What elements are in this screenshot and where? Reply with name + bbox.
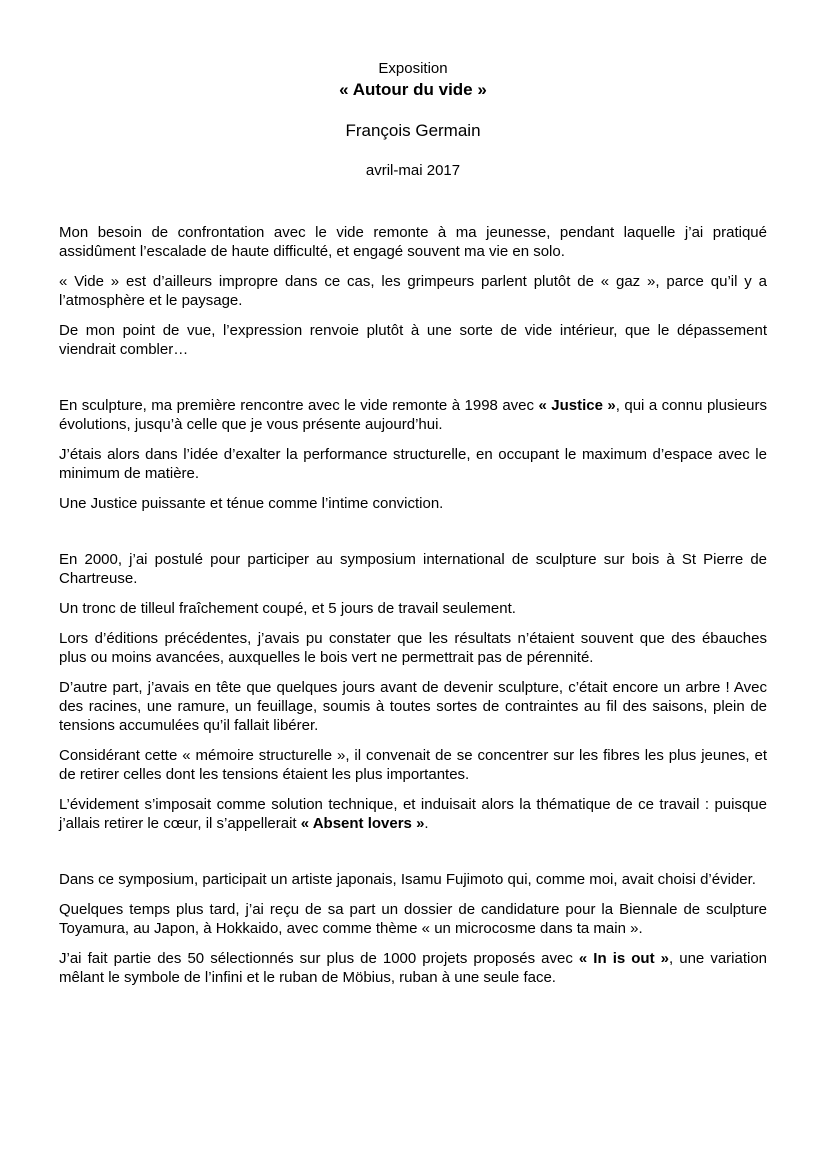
paragraph: Dans ce symposium, participait un artiste japonais, Isamu Fujimoto qui, comme moi, avait choisi d’évider.	[59, 871, 756, 888]
paragraph: « Vide » est d’ailleurs impropre dans ce cas, les grimpeurs parlent plutôt de « gaz », parce qu’il y a l’atmosphère et le paysage.	[59, 273, 767, 309]
paragraph: L’évidement s’imposait comme solution technique, et induisait alors la thématique de ce travail : puisque j’allais retirer le cœur, il s’appellerait « Absent lovers ».	[59, 796, 767, 832]
paragraph: D’autre part, j’avais en tête que quelques jours avant de devenir sculpture, c’était encore un arbre ! Avec des racines, une ramure, un feuillage, soumis à toutes sortes de contraintes au fil des saisons, plein de tensions accumulées qu’il fallait libérer.	[59, 679, 767, 734]
paragraph: En 2000, j’ai postulé pour participer au symposium international de sculpture sur bois à St Pierre de Chartreuse.	[59, 551, 767, 587]
paragraph: De mon point de vue, l’expression renvoie plutôt à une sorte de vide intérieur, que le dépassement viendrait combler…	[59, 322, 767, 358]
exhibition-date: avril-mai 2017	[365, 162, 461, 179]
paragraph: Quelques temps plus tard, j’ai reçu de sa part un dossier de candidature pour la Biennale de sculpture Toyamura, au Japon, à Hokkaido, avec comme thème « un microcosme dans ta main ».	[59, 901, 767, 937]
paragraph: J’étais alors dans l’idée d’exalter la performance structurelle, en occupant le maximum d’espace avec le minimum de matière.	[59, 446, 767, 482]
artwork-title-absent-lovers: « Absent lovers »	[300, 815, 425, 832]
document-body	[59, 223, 767, 998]
paragraph: Considérant cette « mémoire structurelle », il convenait de se concentrer sur les fibres les plus jeunes, et de retirer celles dont les tensions étaient les plus importantes.	[59, 747, 767, 783]
paragraph: J’ai fait partie des 50 sélectionnés sur plus de 1000 projets proposés avec « In is out », une variation mêlant le symbole de l’infini et le ruban de Möbius, ruban à une seule face.	[59, 950, 768, 986]
artwork-title-in-is-out: « In is out »	[578, 950, 669, 967]
author-name: François Germain	[345, 121, 481, 140]
artwork-title-justice: « Justice »	[538, 397, 616, 414]
paragraph: Mon besoin de confrontation avec le vide remonte à ma jeunesse, pendant laquelle j’ai pratiqué assidûment l’escalade de haute difficulté, et engagé souvent ma vie en solo.	[59, 224, 767, 260]
paragraph: Une Justice puissante et ténue comme l’intime conviction.	[59, 495, 444, 512]
paragraph: Lors d’éditions précédentes, j’avais pu constater que les résultats n’étaient souvent que des ébauches plus ou moins avancées, auxquelles le bois vert ne permettrait pas de pérennité.	[59, 630, 767, 666]
paragraph: Un tronc de tilleul fraîchement coupé, et 5 jours de travail seulement.	[59, 600, 516, 617]
exhibition-title: « Autour du vide »	[339, 80, 487, 99]
exposition-label: Exposition	[378, 60, 448, 77]
paragraph: En sculpture, ma première rencontre avec le vide remonte à 1998 avec « Justice », qui a connu plusieurs évolutions, jusqu’à celle que je vous présente aujourd’hui.	[59, 397, 767, 433]
